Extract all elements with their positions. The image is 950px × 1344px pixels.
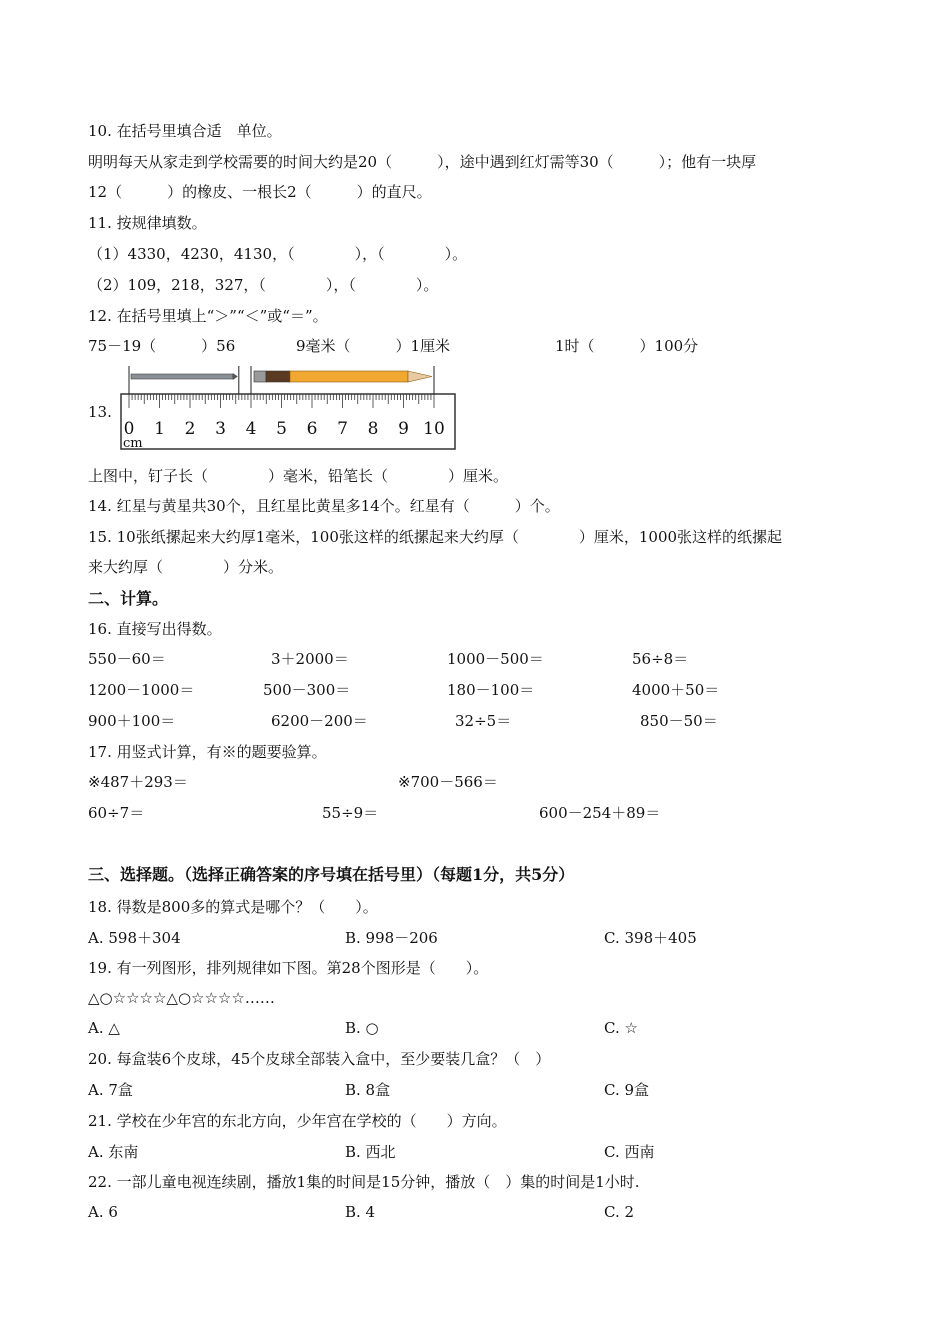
q13-answer: 上图中，钉子长（ ）毫米，铅笔长（ ）厘米。 [88,467,509,485]
ruler-unit-label: cm [123,436,143,451]
ruler-number: 3 [215,419,226,439]
q16-cell: 1000－500＝ [447,650,544,668]
pencil-eraser [254,371,266,382]
pencil-body [290,371,408,382]
section3-title: 三、选择题。（选择正确答案的序号填在括号里）（每题1分，共5分） [88,865,575,884]
q20-option: B. 8盒 [345,1081,391,1099]
ruler-number: 6 [306,419,318,439]
q17-item: ※700－566＝ [398,773,498,791]
ruler-number: 1 [154,419,165,439]
section2-title: 二、计算。 [88,589,169,608]
ruler-number: 0 [123,419,135,439]
q12-title: 12. 在括号里填上“＞”“＜”或“＝”。 [88,307,328,325]
ruler-number: 8 [367,419,379,439]
ruler-figure [118,362,458,452]
q18-option: B. 998－206 [345,929,438,947]
q20-option: A. 7盒 [88,1081,133,1099]
q22-title: 22. 一部儿童电视连续剧，播放1集的时间是15分钟，播放（ ）集的时间是1小时. [88,1173,640,1191]
q21-title: 21. 学校在少年宫的东北方向，少年宫在学校的（ ）方向。 [88,1112,507,1130]
q16-cell: 550－60＝ [88,650,166,668]
q19-option: C. ☆ [604,1019,638,1037]
q13-label: 13. [88,403,112,421]
q10-title: 10. 在括号里填合适 单位。 [88,122,282,140]
q17-title: 17. 用竖式计算，有※的题要验算。 [88,743,327,761]
ruler-number: 7 [337,419,348,439]
q16-cell: 6200－200＝ [271,712,368,730]
q21-option: C. 西南 [604,1143,655,1161]
q17-item: 60÷7＝ [88,804,145,822]
nail-tip [233,373,238,380]
q12-item: 75－19（ ）56 [88,337,236,355]
nail-shaft [131,374,233,379]
q22-option: A. 6 [88,1203,118,1221]
q22-option: B. 4 [345,1203,376,1221]
q16-cell: 4000＋50＝ [632,681,720,699]
q21-option: B. 西北 [345,1143,396,1161]
q19-option: B. ○ [345,1019,379,1037]
q11-sub1: （1）4330，4230，4130，（ ），（ ）。 [88,245,468,263]
q20-title: 20. 每盒装6个皮球，45个皮球全部装入盒中，至少要装几盒？（ ） [88,1050,551,1068]
pencil-band [266,371,290,382]
q12-item: 1时（ ）100分 [555,337,699,355]
q15-line2: 来大约厚（ ）分米。 [88,558,284,576]
q20-option: C. 9盒 [604,1081,650,1099]
q17-item: 55÷9＝ [322,804,379,822]
q22-option: C. 2 [604,1203,635,1221]
q11-sub2: （2）109，218，327，（ ），（ ）。 [88,276,439,294]
q18-option: C. 398＋405 [604,929,697,947]
q16-cell: 1200－1000＝ [88,681,195,699]
q11-title: 11. 按规律填数。 [88,214,207,232]
q16-cell: 32÷5＝ [455,712,512,730]
q19-option: A. △ [88,1019,120,1037]
q16-title: 16. 直接写出得数。 [88,620,222,638]
q21-option: A. 东南 [88,1143,139,1161]
ruler-number: 4 [245,419,257,439]
q17-item: 600－254＋89＝ [539,804,661,822]
q12-item: 9毫米（ ）1厘米 [296,337,451,355]
q17-item: ※487＋293＝ [88,773,188,791]
q10-line1: 明明每天从家走到学校需要的时间大约是20（ ），途中遇到红灯需等30（ ）；他有一块厚 [88,153,757,171]
q16-cell: 180－100＝ [447,681,535,699]
q16-cell: 900＋100＝ [88,712,176,730]
q14: 14. 红星与黄星共30个，且红星比黄星多14个。红星有（ ）个。 [88,497,560,515]
q15-line1: 15. 10张纸摞起来大约厚1毫米，100张这样的纸摞起来大约厚（ ）厘米，1000张这样的纸摞起 [88,528,783,546]
q16-cell: 3＋2000＝ [271,650,349,668]
ruler-number: 2 [184,419,196,439]
q19-title: 19. 有一列图形，排列规律如下图。第28个图形是（ ）。 [88,959,489,977]
ruler-number: 5 [276,419,287,439]
q18-title: 18. 得数是800多的算式是哪个？（ ）。 [88,898,378,916]
q16-cell: 850－50＝ [640,712,718,730]
q19-pattern: △○☆☆☆☆△○☆☆☆☆…… [88,989,275,1007]
q16-cell: 56÷8＝ [632,650,689,668]
q16-cell: 500－300＝ [263,681,351,699]
ruler-number: 10 [423,419,445,439]
ruler-number: 9 [398,419,409,439]
pencil-tip [408,371,432,382]
q10-line2: 12（ ）的橡皮、一根长2（ ）的直尺。 [88,183,432,201]
q18-option: A. 598＋304 [88,929,181,947]
